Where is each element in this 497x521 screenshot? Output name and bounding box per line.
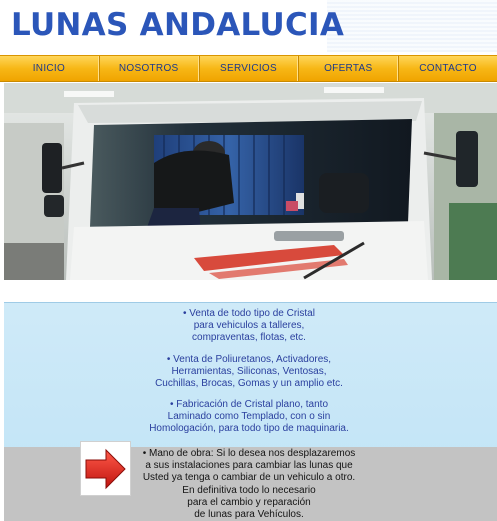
service-line: Herramientas, Siliconas, Ventosas, <box>171 366 327 378</box>
service-line: para el cambio y reparación <box>187 496 311 508</box>
service-line: compraventas, flotas, etc. <box>192 332 306 344</box>
nav-item-servicios[interactable]: SERVICIOS <box>199 56 299 81</box>
service-line: En definitiva todo lo necesario <box>182 484 316 496</box>
arrow-right-icon-graphic <box>81 442 130 495</box>
service-line: • Fabricación de Cristal plano, tanto <box>169 399 329 410</box>
nav-item-nosotros[interactable]: NOSOTROS <box>99 56 199 81</box>
site-title: LUNAS ANDALUCIA <box>11 7 345 43</box>
service-glass-sales <box>114 308 384 345</box>
nav-item-contacto[interactable]: CONTACTO <box>398 56 497 81</box>
service-supplies <box>114 354 384 391</box>
service-line: para vehiculos a talleres, <box>193 320 305 332</box>
service-line: Homologación, para todo tipo de maquinaria. <box>149 423 349 435</box>
nav-item-inicio[interactable]: INICIO <box>0 56 99 81</box>
services-panel <box>4 302 497 521</box>
arrow-right-icon <box>80 441 131 496</box>
truck-windshield-photo <box>4 83 497 280</box>
service-line: • Mano de obra: Si lo desea nos desplazaremos <box>142 448 356 459</box>
service-line: de lunas para Vehículos. <box>194 509 304 521</box>
service-line: • Venta de todo tipo de Cristal <box>183 308 315 319</box>
service-line: Laminado como Templado, con o sin <box>167 411 331 423</box>
service-manufacturing <box>114 399 384 436</box>
service-line: a sus instalaciones para cambiar las lunas que <box>145 460 353 472</box>
service-line: Cuchillas, Brocas, Gomas y un amplio etc. <box>155 378 343 390</box>
site-header <box>0 0 497 55</box>
service-line: • Venta de Poliuretanos, Activadores, <box>166 354 332 365</box>
service-labor <box>114 448 384 521</box>
nav-item-ofertas[interactable]: OFERTAS <box>298 56 398 81</box>
banner-photo <box>4 83 497 280</box>
main-nav <box>0 55 497 82</box>
service-line: Usted ya tenga o cambiar de un vehiculo a otro. <box>142 472 356 484</box>
header-decoration <box>327 0 497 52</box>
